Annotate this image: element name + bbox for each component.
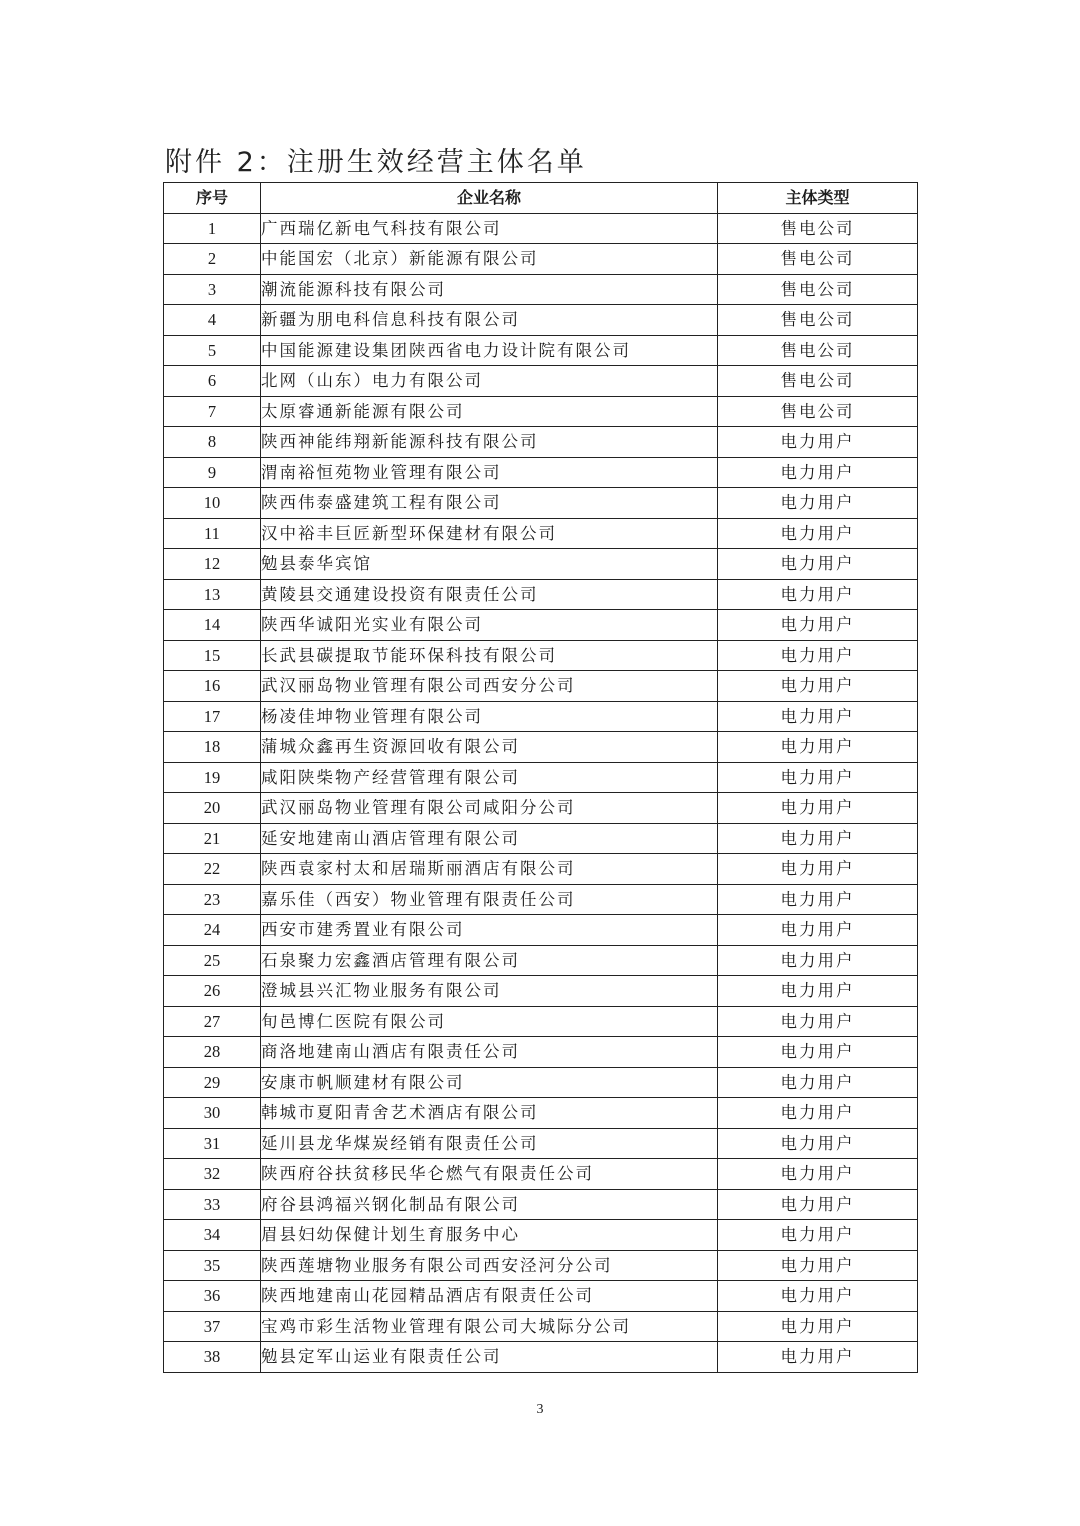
entity-type-cell: 电力用户 <box>718 1250 918 1281</box>
company-name-cell: 黄陵县交通建设投资有限责任公司 <box>261 579 718 610</box>
row-number-cell: 3 <box>164 274 261 305</box>
table-row <box>164 1006 918 1037</box>
company-name-cell: 眉县妇幼保健计划生育服务中心 <box>261 1220 718 1251</box>
row-number-cell: 5 <box>164 335 261 366</box>
company-name-cell: 武汉丽岛物业管理有限公司咸阳分公司 <box>261 793 718 824</box>
company-name-cell: 韩城市夏阳青舍艺术酒店有限公司 <box>261 1098 718 1129</box>
company-name-cell: 长武县碳提取节能环保科技有限公司 <box>261 640 718 671</box>
row-number-cell: 4 <box>164 305 261 336</box>
entity-type-cell: 售电公司 <box>718 213 918 244</box>
entity-type-cell: 电力用户 <box>718 854 918 885</box>
table-row <box>164 610 918 641</box>
page-title: 附件 2：注册生效经营主体名单 <box>165 147 587 178</box>
row-number-cell: 11 <box>164 518 261 549</box>
company-name-cell: 新疆为朋电科信息科技有限公司 <box>261 305 718 336</box>
table-header-row <box>164 183 918 214</box>
table-row <box>164 213 918 244</box>
table-row <box>164 762 918 793</box>
entity-type-cell: 电力用户 <box>718 1281 918 1312</box>
entity-type-cell: 售电公司 <box>718 244 918 275</box>
table-row <box>164 366 918 397</box>
company-name-cell: 广西瑞亿新电气科技有限公司 <box>261 213 718 244</box>
table-row <box>164 1128 918 1159</box>
table-row <box>164 579 918 610</box>
company-name-cell: 汉中裕丰巨匠新型环保建材有限公司 <box>261 518 718 549</box>
entity-type-cell: 售电公司 <box>718 396 918 427</box>
entity-type-cell: 电力用户 <box>718 457 918 488</box>
company-name-cell: 勉县定军山运业有限责任公司 <box>261 1342 718 1373</box>
row-number-cell: 26 <box>164 976 261 1007</box>
company-name-cell: 延安地建南山酒店管理有限公司 <box>261 823 718 854</box>
company-name-cell: 勉县泰华宾馆 <box>261 549 718 580</box>
entity-type-cell: 电力用户 <box>718 518 918 549</box>
table-row <box>164 1250 918 1281</box>
entity-type-cell: 电力用户 <box>718 1159 918 1190</box>
table-row <box>164 335 918 366</box>
entity-type-cell: 售电公司 <box>718 335 918 366</box>
table-row <box>164 640 918 671</box>
company-name-cell: 澄城县兴汇物业服务有限公司 <box>261 976 718 1007</box>
entity-type-cell: 电力用户 <box>718 1037 918 1068</box>
entity-type-cell: 电力用户 <box>718 1128 918 1159</box>
row-number-cell: 23 <box>164 884 261 915</box>
company-name-cell: 石泉聚力宏鑫酒店管理有限公司 <box>261 945 718 976</box>
row-number-cell: 29 <box>164 1067 261 1098</box>
entity-type-cell: 售电公司 <box>718 274 918 305</box>
entity-type-cell: 电力用户 <box>718 793 918 824</box>
table-row <box>164 1067 918 1098</box>
table-row <box>164 1098 918 1129</box>
entity-type-cell: 电力用户 <box>718 823 918 854</box>
row-number-cell: 32 <box>164 1159 261 1190</box>
table-row <box>164 1342 918 1373</box>
entity-type-cell: 电力用户 <box>718 640 918 671</box>
row-number-cell: 25 <box>164 945 261 976</box>
company-name-cell: 陕西府谷扶贫移民华仑燃气有限责任公司 <box>261 1159 718 1190</box>
table-row <box>164 549 918 580</box>
table-row <box>164 671 918 702</box>
company-name-cell: 太原睿通新能源有限公司 <box>261 396 718 427</box>
row-number-cell: 30 <box>164 1098 261 1129</box>
row-number-cell: 37 <box>164 1311 261 1342</box>
company-name-cell: 宝鸡市彩生活物业管理有限公司大城际分公司 <box>261 1311 718 1342</box>
table-row <box>164 457 918 488</box>
entity-type-cell: 电力用户 <box>718 701 918 732</box>
row-number-cell: 27 <box>164 1006 261 1037</box>
table-row <box>164 732 918 763</box>
table-row <box>164 1037 918 1068</box>
company-name-cell: 商洛地建南山酒店有限责任公司 <box>261 1037 718 1068</box>
row-number-cell: 36 <box>164 1281 261 1312</box>
company-name-cell: 陕西莲塘物业服务有限公司西安泾河分公司 <box>261 1250 718 1281</box>
table-row <box>164 915 918 946</box>
table-row <box>164 1281 918 1312</box>
table-row <box>164 1189 918 1220</box>
company-name-cell: 陕西袁家村太和居瑞斯丽酒店有限公司 <box>261 854 718 885</box>
row-number-cell: 19 <box>164 762 261 793</box>
entity-type-cell: 电力用户 <box>718 1220 918 1251</box>
table-row <box>164 1159 918 1190</box>
company-name-cell: 杨凌佳坤物业管理有限公司 <box>261 701 718 732</box>
company-name-cell: 武汉丽岛物业管理有限公司西安分公司 <box>261 671 718 702</box>
table-row <box>164 518 918 549</box>
entity-type-cell: 电力用户 <box>718 732 918 763</box>
row-number-cell: 12 <box>164 549 261 580</box>
company-name-cell: 渭南裕恒苑物业管理有限公司 <box>261 457 718 488</box>
row-number-cell: 28 <box>164 1037 261 1068</box>
header-company-name: 企业名称 <box>261 183 718 214</box>
table-body <box>164 213 918 1372</box>
entity-type-cell: 电力用户 <box>718 762 918 793</box>
row-number-cell: 34 <box>164 1220 261 1251</box>
entity-type-cell: 电力用户 <box>718 671 918 702</box>
row-number-cell: 20 <box>164 793 261 824</box>
table-row <box>164 1311 918 1342</box>
row-number-cell: 8 <box>164 427 261 458</box>
table-row <box>164 427 918 458</box>
entity-type-cell: 售电公司 <box>718 305 918 336</box>
row-number-cell: 7 <box>164 396 261 427</box>
row-number-cell: 21 <box>164 823 261 854</box>
table-row <box>164 976 918 1007</box>
table-row <box>164 1220 918 1251</box>
row-number-cell: 6 <box>164 366 261 397</box>
entity-type-cell: 电力用户 <box>718 1006 918 1037</box>
entity-type-cell: 电力用户 <box>718 976 918 1007</box>
entity-type-cell: 电力用户 <box>718 1311 918 1342</box>
header-number: 序号 <box>164 183 261 214</box>
row-number-cell: 1 <box>164 213 261 244</box>
company-name-cell: 延川县龙华煤炭经销有限责任公司 <box>261 1128 718 1159</box>
row-number-cell: 24 <box>164 915 261 946</box>
entity-type-cell: 电力用户 <box>718 884 918 915</box>
registry-table <box>163 182 918 1373</box>
company-name-cell: 陕西地建南山花园精品酒店有限责任公司 <box>261 1281 718 1312</box>
page-number: 3 <box>536 1402 544 1417</box>
company-name-cell: 嘉乐佳（西安）物业管理有限责任公司 <box>261 884 718 915</box>
row-number-cell: 17 <box>164 701 261 732</box>
company-name-cell: 陕西神能纬翔新能源科技有限公司 <box>261 427 718 458</box>
entity-type-cell: 电力用户 <box>718 1342 918 1373</box>
row-number-cell: 18 <box>164 732 261 763</box>
entity-type-cell: 售电公司 <box>718 366 918 397</box>
entity-type-cell: 电力用户 <box>718 549 918 580</box>
company-name-cell: 西安市建秀置业有限公司 <box>261 915 718 946</box>
table-row <box>164 274 918 305</box>
row-number-cell: 2 <box>164 244 261 275</box>
entity-type-cell: 电力用户 <box>718 610 918 641</box>
table-row <box>164 396 918 427</box>
entity-type-cell: 电力用户 <box>718 1067 918 1098</box>
company-name-cell: 府谷县鸿福兴钢化制品有限公司 <box>261 1189 718 1220</box>
table-row <box>164 884 918 915</box>
row-number-cell: 16 <box>164 671 261 702</box>
table-row <box>164 701 918 732</box>
table-row <box>164 793 918 824</box>
row-number-cell: 10 <box>164 488 261 519</box>
entity-type-cell: 电力用户 <box>718 945 918 976</box>
row-number-cell: 31 <box>164 1128 261 1159</box>
row-number-cell: 33 <box>164 1189 261 1220</box>
table-row <box>164 945 918 976</box>
company-name-cell: 咸阳陕柴物产经营管理有限公司 <box>261 762 718 793</box>
entity-type-cell: 电力用户 <box>718 488 918 519</box>
entity-type-cell: 电力用户 <box>718 427 918 458</box>
entity-type-cell: 电力用户 <box>718 915 918 946</box>
company-name-cell: 中国能源建设集团陕西省电力设计院有限公司 <box>261 335 718 366</box>
table-row <box>164 244 918 275</box>
table-row <box>164 305 918 336</box>
row-number-cell: 35 <box>164 1250 261 1281</box>
company-name-cell: 陕西华诚阳光实业有限公司 <box>261 610 718 641</box>
company-name-cell: 中能国宏（北京）新能源有限公司 <box>261 244 718 275</box>
row-number-cell: 22 <box>164 854 261 885</box>
row-number-cell: 15 <box>164 640 261 671</box>
table-row <box>164 488 918 519</box>
company-name-cell: 旬邑博仁医院有限公司 <box>261 1006 718 1037</box>
row-number-cell: 38 <box>164 1342 261 1373</box>
company-name-cell: 安康市帆顺建材有限公司 <box>261 1067 718 1098</box>
table-row <box>164 823 918 854</box>
entity-type-cell: 电力用户 <box>718 1189 918 1220</box>
company-name-cell: 陕西伟泰盛建筑工程有限公司 <box>261 488 718 519</box>
entity-type-cell: 电力用户 <box>718 579 918 610</box>
row-number-cell: 9 <box>164 457 261 488</box>
entity-type-cell: 电力用户 <box>718 1098 918 1129</box>
row-number-cell: 14 <box>164 610 261 641</box>
company-name-cell: 蒲城众鑫再生资源回收有限公司 <box>261 732 718 763</box>
table-row <box>164 854 918 885</box>
company-name-cell: 北网（山东）电力有限公司 <box>261 366 718 397</box>
company-name-cell: 潮流能源科技有限公司 <box>261 274 718 305</box>
row-number-cell: 13 <box>164 579 261 610</box>
header-entity-type: 主体类型 <box>718 183 918 214</box>
